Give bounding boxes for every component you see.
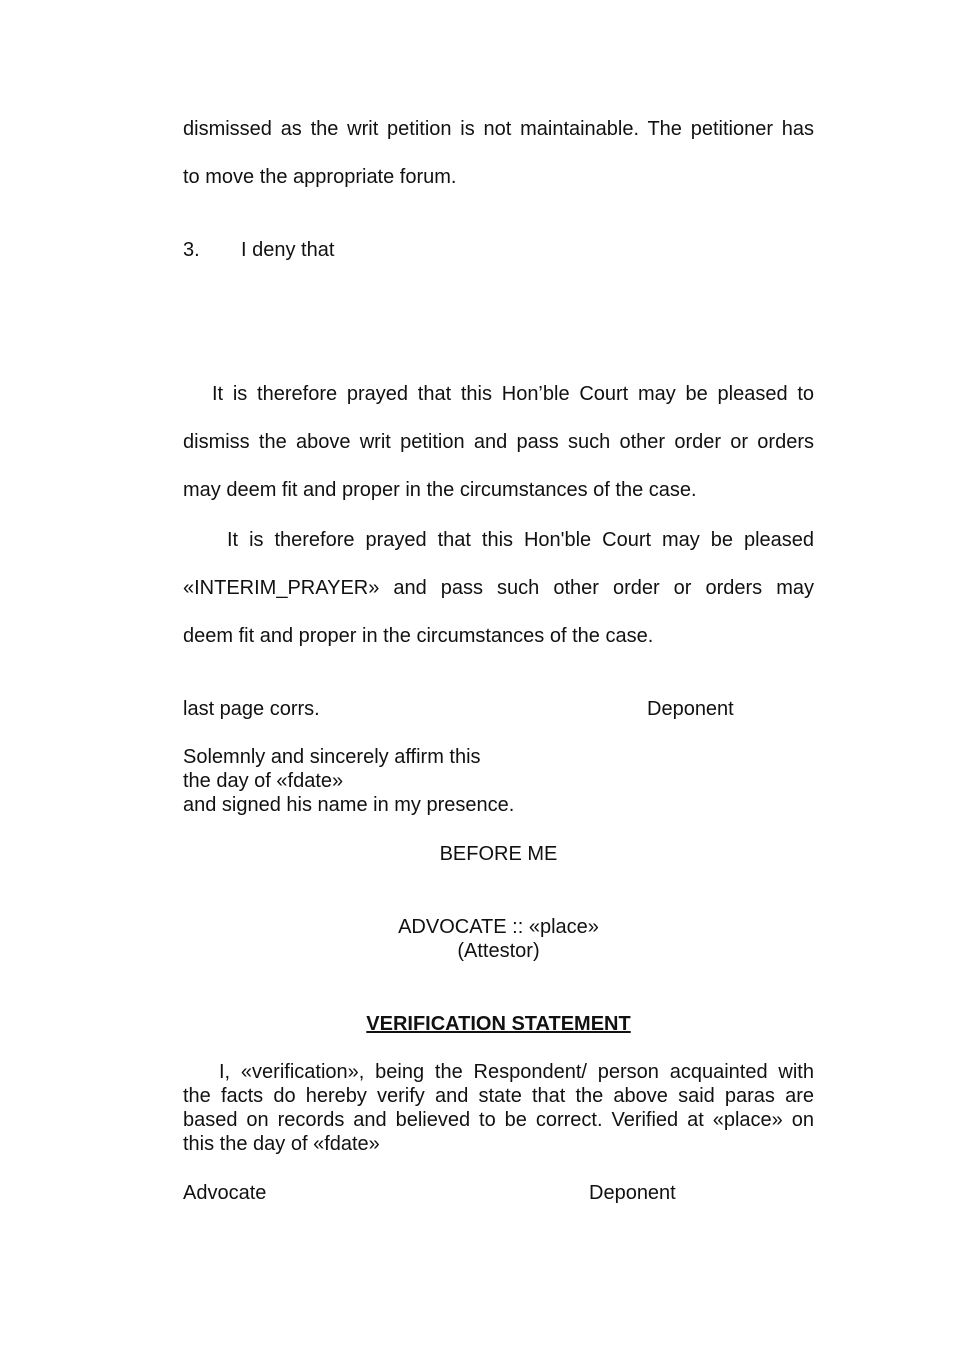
verification-line-1: I, «verification», being the Respondent/ person acquainted with bbox=[219, 1061, 814, 1083]
verification-line-3: based on records and believed to be correct. Verified at «place» on bbox=[183, 1109, 814, 1131]
prayer-1-line-2: dismiss the above writ petition and pass such other order or orders bbox=[183, 431, 814, 453]
continuation-line-1: dismissed as the writ petition is not maintainable. The petitioner has bbox=[183, 118, 814, 140]
before-me-label: BEFORE ME bbox=[439, 843, 558, 865]
continuation-line-2: to move the appropriate forum. bbox=[183, 166, 457, 188]
deponent-label: Deponent bbox=[647, 698, 734, 720]
prayer-paragraph-1 bbox=[183, 370, 814, 514]
attestor-label: (Attestor) bbox=[457, 940, 540, 962]
prayer-2-line-1: It is therefore prayed that this Hon'ble Court may be pleased bbox=[227, 529, 814, 551]
verification-line-4: this the day of «fdate» bbox=[183, 1133, 380, 1155]
verification-heading: VERIFICATION STATEMENT bbox=[366, 1013, 631, 1035]
last-page-note: last page corrs. bbox=[183, 698, 320, 720]
verification-paragraph bbox=[183, 1060, 814, 1156]
prayer-2-line-2: «INTERIM_PRAYER» and pass such other order or orders may bbox=[183, 577, 814, 599]
affirmation-line-3: and signed his name in my presence. bbox=[183, 794, 515, 816]
para-3-text: I deny that bbox=[241, 239, 335, 261]
continuation-paragraph bbox=[183, 105, 814, 201]
prayer-paragraph-2 bbox=[183, 516, 814, 660]
footer-deponent-label: Deponent bbox=[589, 1182, 676, 1204]
affirmation-block bbox=[183, 745, 814, 817]
verification-line-2: the facts do hereby verify and state that the above said paras are bbox=[183, 1085, 814, 1107]
affirmation-line-2: the day of «fdate» bbox=[183, 770, 344, 792]
advocate-label: Advocate bbox=[183, 1182, 267, 1204]
attestor-advocate-line: ADVOCATE :: «place» bbox=[398, 916, 599, 938]
para-3-number: 3. bbox=[183, 239, 200, 261]
prayer-1-line-1: It is therefore prayed that this Hon’ble Court may be pleased to bbox=[212, 383, 814, 405]
affirmation-line-1: Solemnly and sincerely affirm this bbox=[183, 746, 481, 768]
prayer-2-line-3: deem fit and proper in the circumstances of the case. bbox=[183, 625, 654, 647]
prayer-1-line-3: may deem fit and proper in the circumstances of the case. bbox=[183, 479, 697, 501]
